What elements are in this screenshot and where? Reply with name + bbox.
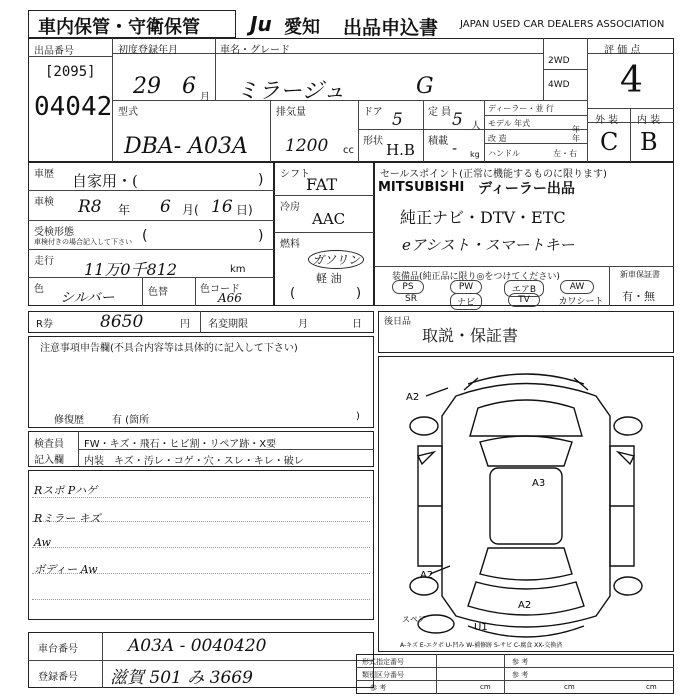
fuel-gasoline: ガソリン [308,250,364,269]
dealer-suffix: ディーラー出品 [478,181,575,197]
mileage-label: 走行 [34,256,54,267]
remark-4: ボディー Aw [34,563,98,576]
doors-value: 5 [392,110,403,130]
plate-label: 登録番号 [38,672,78,683]
history-value: 自家用・( [72,172,138,190]
capacity-value: 5 [452,110,463,130]
interior-value: B [640,128,658,156]
plate-value: 滋賀 501 み 3669 [110,668,253,688]
displacement-unit: cc [343,145,354,156]
spare-label: スペア [402,615,426,624]
fuel-open: ( [290,286,296,301]
equip-navi: ナビ [450,293,482,310]
notes-label: 注意事項申告欄(不具合内容等は具体的に記入して下さい) [40,343,298,354]
modify-label: 改 造 [488,134,507,143]
damage-label-a3-roof: A3 [532,478,546,489]
grade-score-value: 4 [620,60,643,101]
spec-unit-3: cm [646,683,657,691]
fuel-close: ) [356,286,362,301]
equip-pw: PW [450,280,482,294]
history-label: 車歴 [34,169,54,180]
exterior-label: 外 装 [595,115,619,126]
color-code-value: A66 [218,291,242,305]
sales-line-2: eアシスト・スマートキー [402,236,575,254]
drive-2wd: 2WD [548,56,570,66]
equip-sr: SR [405,294,417,304]
interior-label: 内 装 [637,115,661,126]
mileage-unit: km [230,264,246,275]
aircon-value: AAC [312,210,346,228]
capacity-unit: 人 [471,121,481,132]
dealer-import-label: ディーラー・並 行 [488,104,554,113]
org-name: 愛知 [284,17,320,38]
equip-aw: AW [560,280,594,294]
registration-month-unit: 月 [200,92,210,103]
later-items-value: 取説・保証書 [422,326,519,345]
damage-label-a2-rear: A2 [518,600,532,611]
recycle-box [28,311,374,333]
color-code-label: 色コード [200,284,240,295]
modify-unit: 年 [572,134,580,143]
displacement-label: 排気量 [276,107,306,118]
accept-form-open: ( [142,228,148,244]
fuel-label: 燃料 [280,239,300,250]
inspection-day: 16 [211,197,233,217]
inspection-label: 車検 [34,197,54,208]
grade-score-label: 評 価 点 [604,45,641,56]
spec-row-2-right: 参 考 [512,671,529,679]
repair-value: 有 (箇所 [112,415,150,426]
remark-1: Rスポ Pハゲ [34,484,98,497]
sales-points-label: セールスポイント(正常に機能するものに限ります) [380,169,607,180]
recycle-unit: 円 [180,319,190,330]
spec-row-1-right: 参 考 [512,658,529,666]
registration-label: 初度登録年月 [118,45,178,56]
inspector-label-2: 記入欄 [34,455,64,466]
handle-label: ハンドル [488,149,520,158]
inspection-day-unit: 日) [236,203,253,217]
drive-4wd: 4WD [548,80,570,90]
spec-unit-1: cm [480,683,491,691]
doors-label: ドア [363,107,383,118]
remark-3: Aw [34,536,51,549]
fuel-diesel: 軽 油 [316,272,342,285]
car-damage-diagram [378,356,674,652]
equipment-label: 装備品(純正品に限り◎をつけてください) [392,272,560,282]
mileage-value: 11万0千812 [84,260,178,279]
registration-month: 6 [182,74,196,99]
warranty-label: 新車保証書 [620,270,660,279]
ju-logo: Ju [250,12,272,36]
sales-line-1: 純正ナビ・DTV・ETC [400,208,566,227]
load-label: 積載 [428,136,448,147]
accept-form-note: 車検付きの場合記入して下さい [34,238,132,246]
damage-legend: A-キズ E-エクボ U-凹み W-補修跡 S-サビ C-腐食 XX-交換済 [400,642,563,649]
association-name: JAPAN USED CAR DEALERS ASSOCIATION [460,19,665,30]
name-change-day: 日 [352,319,362,330]
model-year-label: モデル 年式 [488,119,531,128]
dealer-brand: MITSUBISHI [378,180,465,195]
inspection-year-unit: 年 [118,203,131,217]
repair-close: ) [356,411,360,422]
model-label: 型式 [118,107,138,118]
equip-seat: カワシート [558,297,604,307]
name-change-label: 名変期限 [208,319,248,330]
shift-value: FAT [306,175,338,194]
form-title: 出品申込書 [343,17,439,39]
inspector-row-1: FW・キズ・飛石・ヒビ割・リペア跡・X要 [84,439,277,450]
spec-unit-2: cm [564,683,575,691]
load-unit: kg [470,150,480,159]
capacity-label: 定 員 [428,107,452,118]
color-change-label: 色替 [148,287,168,298]
spec-row-2: 類別区分番号 [362,671,404,679]
load-value: - [452,139,458,157]
inspection-month: 6 [160,197,171,217]
equip-airbag: エアB [504,280,544,297]
lot-number: 04042 [34,92,113,122]
recycle-label: R券 [36,319,53,330]
spec-row-3: 参 考 [370,684,387,692]
car-grade-value: G [416,74,434,99]
damage-label-a2-front: A2 [406,392,420,403]
inspector-row-2: キズ・汚レ・コゲ・穴・スレ・キレ・破レ [114,456,304,467]
damage-label-u1: U1 [474,622,488,633]
shape-label: 形状 [363,136,383,147]
model-year-unit: 年 [572,125,580,134]
model-value: DBA- A03A [124,134,248,159]
exterior-value: C [600,128,619,156]
history-close: ) [258,172,264,188]
accept-form-close: ) [258,228,264,244]
color-label: 色 [34,284,44,295]
name-change-month: 月 [298,319,308,330]
storage-label: 車内保管・守衛保管 [38,17,200,38]
shift-label: シフト [280,169,310,180]
registration-year: 29 [133,74,161,99]
damage-label-a2-rear-left: A2 [420,570,434,581]
lot-label: 出品番号 [34,46,74,57]
chassis-label: 車台番号 [38,644,78,655]
inspection-prefix: R8 [78,197,102,217]
displacement-value: 1200 [285,136,329,156]
warranty-value: 有・無 [622,290,655,303]
later-items-label: 後日品 [384,317,412,327]
color-value: シルバー [60,290,115,306]
remark-2: Rミラー キズ [34,512,101,525]
recycle-value: 8650 [100,312,144,332]
chassis-value: A03A - 0040420 [128,636,267,656]
inspector-row-2-label: 内装 [84,456,104,467]
aircon-label: 冷房 [280,202,300,213]
inspector-label-1: 検査員 [34,439,64,450]
handle-value: 左・右 [553,149,577,158]
car-name-value: ミラージュ [236,79,346,104]
spec-row-1: 形式指定番号 [362,658,404,666]
accept-form-label: 受検形態 [34,227,74,238]
inspection-month-unit: 月( [182,203,199,217]
equip-ps: PS [392,280,424,294]
lot-bracket-number: [2095] [45,64,96,80]
equip-tv: TV [508,293,540,307]
shape-value: H.B [386,141,415,159]
car-name-label: 車名・グレード [220,45,290,56]
repair-label: 修復歴 [54,415,84,426]
